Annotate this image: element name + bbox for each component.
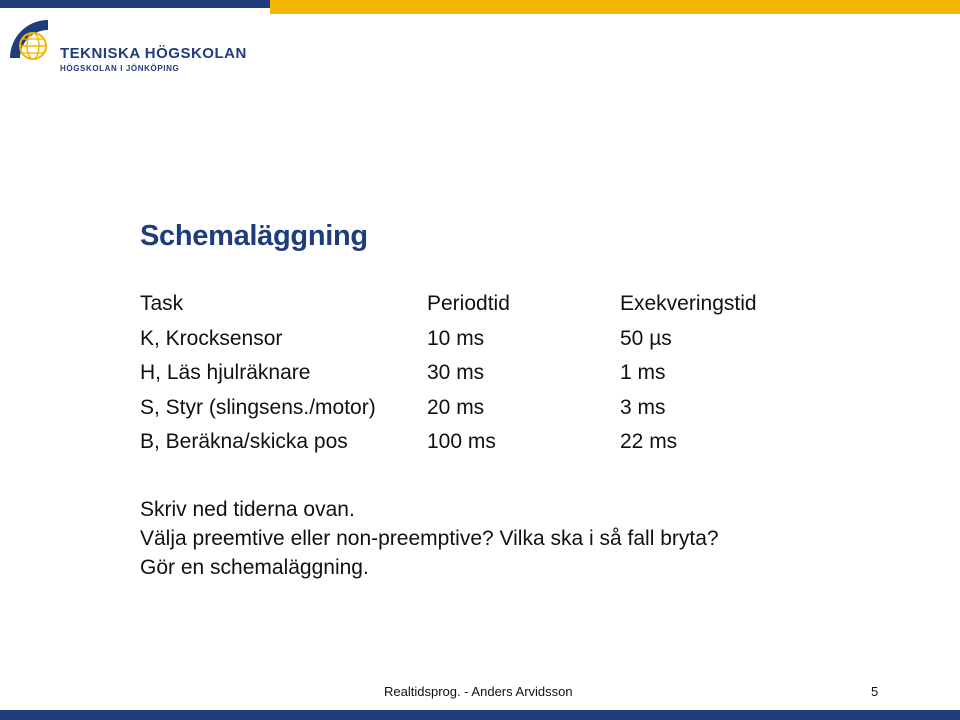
task-execution-time: 22 ms (620, 430, 678, 454)
footer-band (0, 710, 960, 720)
task-period: 30 ms (427, 361, 485, 385)
task-period: 100 ms (427, 430, 496, 454)
page-number: 5 (871, 684, 879, 699)
question-item: Gör en schemaläggning. (140, 556, 369, 579)
task-period: 20 ms (427, 395, 485, 419)
slide-title: Schemaläggning (140, 220, 368, 252)
question-item: Välja preemtive eller non-preemptive? Vilka ska i så fall bryta? (140, 527, 719, 550)
task-name: H, Läs hjulräknare (140, 361, 311, 385)
table-row (140, 356, 820, 391)
table-row (140, 322, 820, 357)
header-band-blue (0, 0, 270, 8)
task-name: K, Krocksensor (140, 326, 283, 350)
header-task: Task (140, 292, 184, 316)
logo-emblem-icon (8, 18, 54, 64)
task-name: S, Styr (slingsens./motor) (140, 395, 376, 419)
task-table (140, 287, 820, 460)
task-period: 10 ms (427, 326, 485, 350)
header-period: Periodtid (427, 292, 510, 316)
header-execution-time: Exekveringstid (620, 292, 757, 316)
logo-subtitle: HÖGSKOLAN I JÖNKÖPING (60, 64, 180, 73)
task-execution-time: 50 µs (620, 326, 672, 350)
question-item: Skriv ned tiderna ovan. (140, 498, 355, 521)
question-list (140, 495, 719, 582)
task-execution-time: 1 ms (620, 361, 666, 385)
table-header-row (140, 287, 820, 322)
header-band-yellow (270, 0, 960, 14)
task-name: B, Beräkna/skicka pos (140, 430, 348, 454)
university-logo (8, 18, 247, 78)
table-row (140, 425, 820, 460)
footer-text: Realtidsprog. - Anders Arvidsson (384, 684, 573, 699)
logo-title: TEKNISKA HÖGSKOLAN (60, 45, 247, 62)
table-row (140, 391, 820, 426)
task-execution-time: 3 ms (620, 395, 666, 419)
